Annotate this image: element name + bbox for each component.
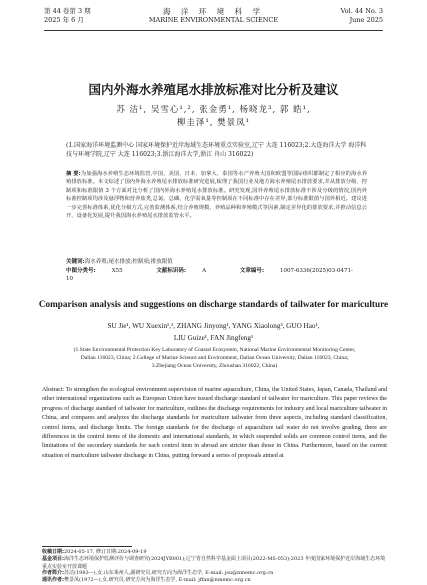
volume-en: Vol. 44 No. 3 bbox=[340, 7, 383, 15]
abstract-en-label: Abstract: bbox=[42, 387, 65, 393]
authors-cn bbox=[60, 104, 367, 130]
author-bio-value: 苏洁(1983—),女,山东莱州人,副研究员,研究方向为海洋生态学, E-mail: jsu@nmemc.org.cn bbox=[64, 570, 274, 576]
authors-cn-line1: 苏 洁¹, 吴雪心¹,², 张金勇¹, 杨晓龙³, 郭 皓¹, bbox=[116, 105, 311, 115]
cls-value: X55 bbox=[111, 268, 123, 274]
page-header bbox=[44, 3, 383, 45]
paper-title-en: Comparison analysis and suggestions on discharge standards of tailwater for mariculture bbox=[38, 299, 389, 309]
keywords-cn bbox=[66, 258, 367, 266]
cls-label: 中图分类号: bbox=[66, 268, 96, 274]
author-bio-label: 作者简介: bbox=[42, 570, 64, 576]
received-value: 2024-05-17, 修订日期:2024-09-19 bbox=[64, 549, 147, 555]
paper-title-cn: 国内外海水养殖尾水排放标准对比分析及建议 bbox=[88, 82, 339, 97]
footnote-rule bbox=[42, 546, 132, 547]
affiliation-en-line1: (1.State Environmental Protection Key Laboratory of Coastal Ecosystem, National Marine Environmental Monitoring Center, bbox=[73, 347, 356, 353]
affiliation-cn: (1.国家海洋环境监测中心 国家环境保护近岸海域生态环境重点实验室,辽宁 大连 116023;2.大连海洋大学 海洋科技与环境学院,辽宁 大连 116023;3.浙江海洋大学,浙江 舟山 316022) bbox=[66, 142, 367, 158]
abstract-en-text: To strengthen the ecological environment supervision of marine aquaculture, China, the United States, Japan, Canada, Thailand and other international organizations such as European Union have issued discharge standard of tailwater for mariculture. This paper reviews the progress of discharge standard of tailwater for mariculture, outlines the discharge requirements for industry and local mariculture tailwater in China, and compares and analyzes the discharge standards for mariculture tailwater from three aspects, including standard classification, control items, and discharge limits. The foreign standards for the discharge of aquaculture tail water do not involve grading, there are differences in the control items of the domestic and international standards, in which suspended solids are common control items, and the limitations of the secondary standards for each control item in abroad are stricter than those in China. Furthermore, based on the current situation of mariculture tailwater discharge in China, putting forward a series of proposals aimed at bbox=[42, 387, 387, 459]
abstract-en bbox=[42, 386, 387, 461]
journal-title-cn: 海 洋 环 境 科 学 bbox=[163, 7, 264, 16]
abstract-cn-text: 为加强海水养殖生态环境监管,中国、美国、日本、加拿大、泰国等水产养殖大国和欧盟等国际组织都制定了相应的海水养殖排放标准。本文综述了国内外海水养殖尾水排放标准研究进展,梳理了我国行业及地方海水养殖尾水排放要求,并从排放分级、控制项和标准限值 3 个方面对比分析了国内外海水养殖尾水排放标准。研究发现,国外养殖尾水排放标准不涉及分级的情况,国内外标准控制项均涉及悬浮物和营养盐类,总氮、总磷、化学需氧量等控制项在不同标准中存在差异,部分标准限值与国外相近。建议进一步完善标准体系,优化分级方式,完善监测体系,结合养殖规模、养殖品种和养殖模式等因素,制定差异化的排放要求,并推动信息公开、设备化发展,提升我国海水养殖尾水排放监管水平。 bbox=[66, 171, 367, 220]
abstract-cn bbox=[66, 170, 367, 220]
classification-line bbox=[66, 267, 367, 283]
date-en: June 2025 bbox=[349, 16, 383, 24]
header-center bbox=[44, 7, 383, 25]
authors-en-line2: LIU Guize¹, FAN Jingfeng¹ bbox=[173, 334, 254, 342]
journal-title-en: MARINE ENVIRONMENTAL SCIENCE bbox=[148, 16, 279, 24]
affiliation-en-line2: Dalian 116023, China; 2.College of Marine Science and Environment, Dalian Ocean University, Dalian 116023, China; bbox=[80, 355, 349, 362]
affiliation-en-line3: 3.Zhejiang Ocean University, Zhoushan 316022, China) bbox=[151, 363, 278, 370]
affiliation-en bbox=[42, 346, 387, 371]
received-label: 收稿日期: bbox=[42, 549, 64, 555]
header-right bbox=[341, 7, 383, 25]
abstract-cn-label: 摘 要: bbox=[66, 171, 81, 177]
article-no-label: 文章编号: bbox=[239, 268, 265, 274]
fund-value: 海洋生态环境保护监测评价与调查研究(2024JYB001);辽宁省自然科学基金面上项目(2022-MS-053);2023 年度国家环境保护近岸海域生态环境重点实验室开放课题 bbox=[42, 556, 386, 570]
header-rule bbox=[44, 30, 383, 31]
authors-cn-line2: 柳圭泽¹, 樊景凤¹ bbox=[176, 118, 251, 128]
corresponding-value: 樊景凤(1972—),女,研究员,研究方向为海洋生态学, E-mail: jffan@nmemc.org.cn bbox=[64, 577, 251, 583]
keywords-cn-label: 关键词: bbox=[66, 259, 85, 265]
authors-en-line1: SU Jie¹, WU Xuexin¹,², ZHANG Jinyong¹, YANG Xiaolong³, GUO Hao¹, bbox=[107, 322, 320, 330]
volume-cn: 第 44 卷第 3 期 bbox=[44, 7, 91, 15]
fund-label: 基金项目: bbox=[42, 556, 64, 562]
date-cn: 2025 年 6 月 bbox=[44, 16, 84, 24]
authors-en bbox=[40, 320, 387, 344]
doc-code-value: A bbox=[202, 268, 207, 274]
footnote-corresponding bbox=[42, 577, 387, 585]
keywords-cn-text: 海水养殖;尾水排放;控制项;排放限值 bbox=[84, 259, 173, 265]
article-no-value: 1007-6336(2025)03-0471-10 bbox=[66, 268, 353, 282]
doc-code-label: 文献标识码: bbox=[156, 268, 187, 274]
footnote-fund bbox=[42, 556, 387, 571]
corresponding-label: 通讯作者: bbox=[42, 577, 64, 583]
